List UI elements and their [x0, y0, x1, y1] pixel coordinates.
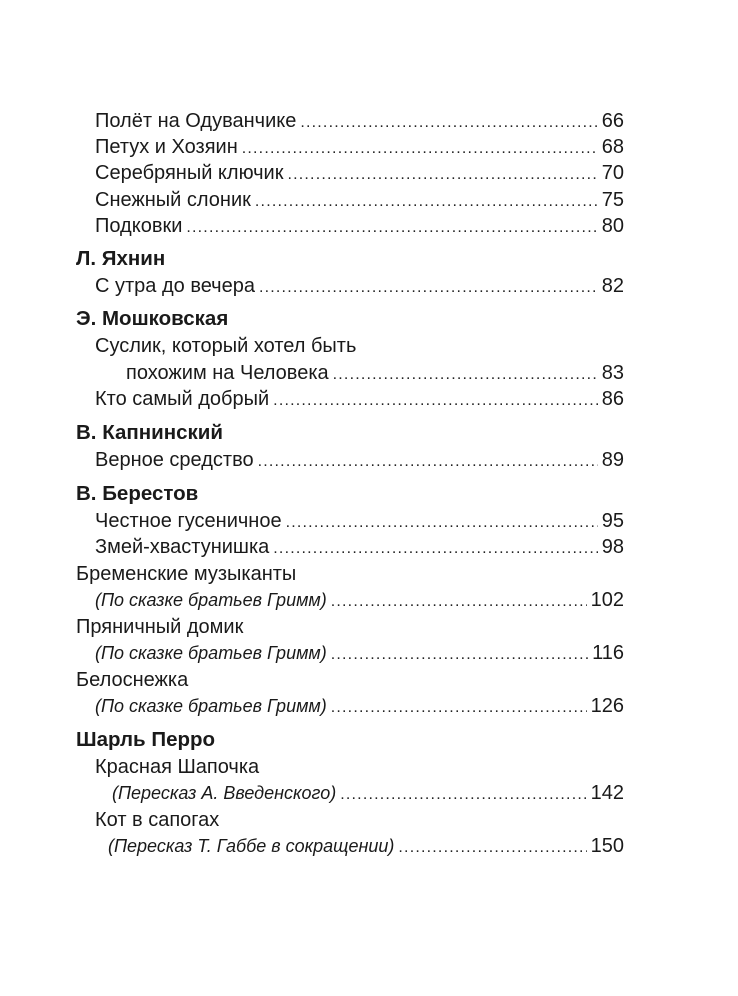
- entry-page: 70: [601, 162, 624, 184]
- dot-leader: [273, 536, 597, 562]
- entry-page: 80: [601, 215, 624, 237]
- entry-note: (По сказке братьев Гримм): [95, 643, 327, 663]
- toc-entry: [95, 160, 624, 186]
- dot-leader: [331, 695, 587, 721]
- entry-page: 75: [601, 189, 624, 211]
- entry-title: похожим на Человека: [126, 362, 329, 384]
- toc-entry-title-line: Бременские музыканты: [76, 563, 297, 585]
- toc-entry: [95, 213, 624, 239]
- toc-entry-title-line: Белоснежка: [76, 669, 189, 691]
- dot-leader: [331, 642, 588, 668]
- dot-leader: [331, 589, 587, 615]
- author-heading: Шарль Перро: [76, 728, 216, 751]
- dot-leader: [273, 388, 598, 414]
- entry-page: 83: [601, 362, 624, 384]
- entry-page: 142: [590, 782, 624, 804]
- toc-entry: [95, 386, 624, 412]
- dot-leader: [340, 782, 586, 808]
- dot-leader: [286, 510, 598, 536]
- toc-entry: [95, 693, 624, 719]
- toc-entry: [95, 187, 624, 213]
- entry-note: (Пересказ Т. Габбе в сокращении): [108, 836, 395, 856]
- entry-note: (По сказке братьев Гримм): [95, 696, 327, 716]
- author-heading: В. Капнинский: [76, 421, 223, 444]
- entry-note: (Пересказ А. Введенского): [112, 783, 337, 803]
- toc-entry: [95, 108, 624, 134]
- toc-entry: [95, 640, 624, 666]
- author-heading: В. Берестов: [76, 482, 199, 505]
- dot-leader: [300, 110, 597, 136]
- toc-entry-title-line: Суслик, который хотел быть: [95, 335, 357, 357]
- toc-entry-title-line: Пряничный домик: [76, 616, 244, 638]
- author-heading: Э. Мошковская: [76, 307, 229, 330]
- dot-leader: [287, 162, 597, 188]
- dot-leader: [242, 136, 598, 162]
- dot-leader: [259, 275, 598, 301]
- entry-title: Кто самый добрый: [95, 388, 270, 410]
- entry-page: 116: [592, 642, 624, 664]
- entry-title: Полёт на Одуванчике: [95, 110, 297, 132]
- entry-note: (По сказке братьев Гримм): [95, 590, 327, 610]
- toc-entry: [95, 134, 624, 160]
- dot-leader: [398, 835, 586, 861]
- toc-entry: [95, 534, 624, 560]
- dot-leader: [258, 449, 598, 475]
- entry-page: 68: [601, 136, 624, 158]
- toc-entry: [112, 780, 624, 806]
- entry-page: 150: [590, 835, 624, 857]
- dot-leader: [186, 215, 597, 241]
- entry-title: С утра до вечера: [95, 275, 255, 297]
- entry-page: 126: [590, 695, 624, 717]
- toc-entry: [95, 447, 624, 473]
- entry-title: Верное средство: [95, 449, 254, 471]
- entry-title: Змей-хвастунишка: [95, 536, 270, 558]
- entry-page: 95: [601, 510, 624, 532]
- entry-title: Подковки: [95, 215, 183, 237]
- entry-title: Снежный слоник: [95, 189, 251, 211]
- toc-entry-title-line: Кот в сапогах: [95, 809, 220, 831]
- toc-entry: [126, 360, 624, 386]
- toc-entry: [95, 508, 624, 534]
- toc-entry: [95, 587, 624, 613]
- dot-leader: [255, 189, 598, 215]
- toc-entry-title-line: Красная Шапочка: [95, 756, 260, 778]
- toc-entry: [95, 273, 624, 299]
- entry-page: 86: [601, 388, 624, 410]
- entry-title: Честное гусеничное: [95, 510, 282, 532]
- entry-page: 82: [601, 275, 624, 297]
- entry-page: 89: [601, 449, 624, 471]
- entry-page: 98: [601, 536, 624, 558]
- entry-page: 66: [601, 110, 624, 132]
- entry-page: 102: [590, 589, 624, 611]
- author-heading: Л. Яхнин: [76, 247, 166, 270]
- dot-leader: [333, 362, 598, 388]
- toc-entry: [108, 833, 624, 859]
- entry-title: Петух и Хозяин: [95, 136, 238, 158]
- entry-title: Серебряный ключик: [95, 162, 284, 184]
